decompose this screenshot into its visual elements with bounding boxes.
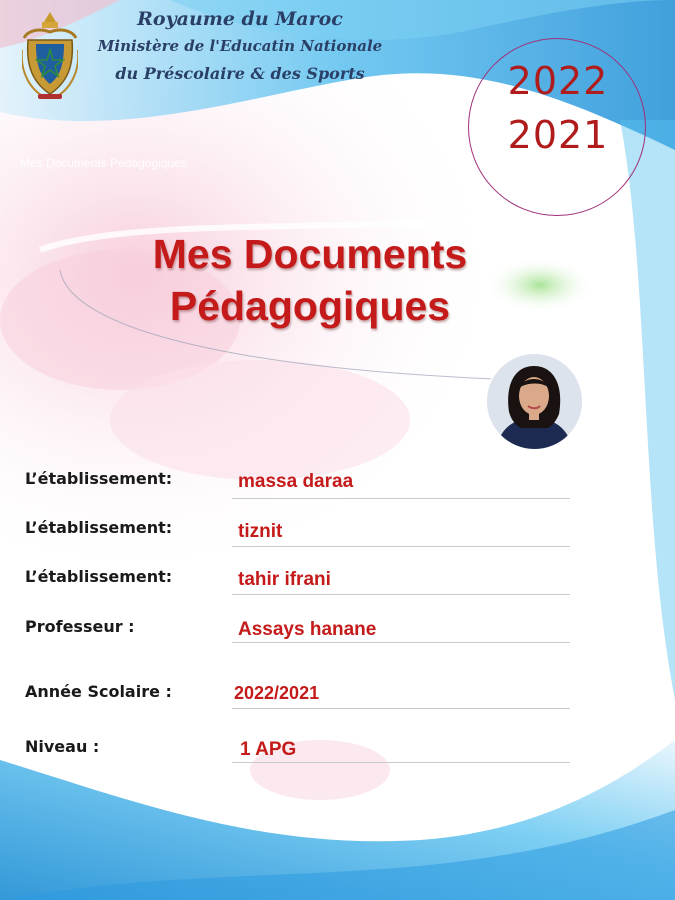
- field-underline: [232, 594, 570, 595]
- field-label-etablissement-2: L’établissement:: [25, 518, 173, 537]
- field-label-etablissement-1: L’établissement:: [25, 469, 173, 488]
- field-value-professeur: Assays hanane: [238, 619, 377, 640]
- header-ministry: Ministère de l'Educatin Nationale: [97, 37, 383, 55]
- title-line-2: Pédagogiques: [169, 283, 451, 329]
- field-underline: [232, 642, 570, 643]
- faded-watermark-text: Mes Documents Pédagogiques: [20, 156, 187, 170]
- field-label-professeur: Professeur :: [25, 617, 135, 636]
- field-underline: [232, 546, 570, 547]
- field-value-etablissement-2: tiznit: [238, 521, 283, 542]
- year-bottom: 2021: [507, 113, 609, 157]
- page-title: [60, 228, 560, 332]
- field-value-etablissement-1: massa daraa: [238, 471, 354, 492]
- field-label-etablissement-3: L’établissement:: [25, 567, 173, 586]
- teacher-portrait-icon: [487, 354, 582, 449]
- header-department: du Préscolaire & des Sports: [115, 64, 365, 83]
- field-underline: [232, 498, 570, 499]
- field-value-etablissement-3: tahir ifrani: [238, 569, 331, 590]
- title-line-1: Mes Documents: [152, 231, 468, 277]
- school-year-badge: [468, 38, 646, 216]
- field-value-annee-scolaire: 2022/2021: [234, 683, 320, 703]
- field-underline: [232, 708, 570, 709]
- ministry-header: [90, 6, 390, 87]
- field-label-niveau: Niveau :: [25, 737, 100, 756]
- field-label-annee-scolaire: Année Scolaire :: [25, 682, 172, 701]
- header-kingdom: Royaume du Maroc: [137, 8, 343, 30]
- year-top: 2022: [507, 59, 609, 103]
- moroccan-coat-of-arms-icon: [22, 10, 78, 102]
- field-value-niveau: 1 APG: [240, 739, 297, 760]
- avatar: [487, 354, 582, 449]
- field-underline: [232, 762, 570, 763]
